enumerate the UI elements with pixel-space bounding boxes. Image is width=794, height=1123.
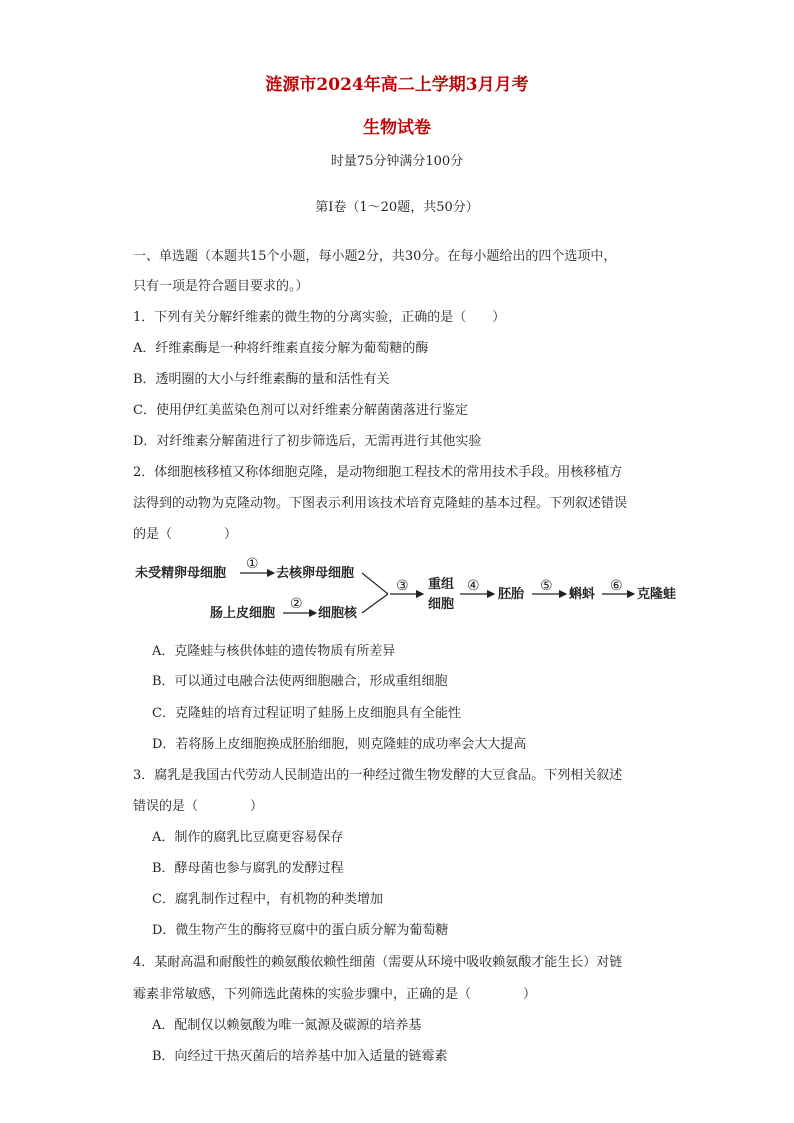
- diagram-recombined-label-1: 重组: [428, 577, 455, 592]
- section-heading-line2: 只有一项是符合题目要求的。）: [133, 279, 309, 294]
- q1-option-c: C．使用伊红美蓝染色剂可以对纤维素分解菌菌落进行鉴定: [133, 403, 468, 418]
- exam-title: 涟源市2024年高二上学期3月月考: [265, 75, 529, 95]
- q2-stem-line2: 法得到的动物为克隆动物。下图表示利用该技术培育克隆蛙的基本过程。下列叙述错误: [133, 496, 628, 511]
- q1-option-b: B．透明圈的大小与纤维素酶的量和活性有关: [133, 372, 390, 387]
- diagram-tadpole-label: 蝌蚪: [569, 587, 596, 602]
- volume-heading: 第Ⅰ卷（1～20题，共50分）: [315, 200, 479, 215]
- q2-option-b: B．可以通过电融合法使两细胞融合，形成重组细胞: [152, 674, 448, 689]
- diagram-step-6: ⑥: [610, 578, 623, 594]
- diagram-enucleated-label: 去核卵母细胞: [276, 566, 355, 581]
- exam-subject: 生物试卷: [363, 118, 431, 138]
- section-heading-line1: 一、单选题（本题共15个小题，每小题2分，共30分。在每小题给出的四个选项中，: [133, 249, 617, 264]
- diagram-step-3: ③: [396, 578, 409, 594]
- q2-option-a: A．克隆蛙与核供体蛙的遗传物质有所差异: [152, 644, 396, 659]
- diagram-embryo-label: 胚胎: [498, 587, 525, 602]
- q1-stem: 1．下列有关分解纤维素的微生物的分离实验，正确的是（ ）: [133, 310, 506, 325]
- time-info: 时量75分钟满分100分: [330, 154, 464, 169]
- diagram-recombined-label-2: 细胞: [428, 597, 455, 612]
- diagram-epithelial-label: 肠上皮细胞: [210, 606, 276, 621]
- diagram-egg-label: 未受精卵母细胞: [135, 566, 227, 581]
- q3-option-d: D．微生物产生的酶将豆腐中的蛋白质分解为葡萄糖: [152, 923, 449, 938]
- q3-stem-line2: 错误的是（ ）: [133, 799, 264, 814]
- q2-stem-line1: 2．体细胞核移植又称体细胞克隆，是动物细胞工程技术的常用技术手段。用核移植方: [133, 465, 623, 480]
- diagram-step-2: ②: [290, 596, 303, 612]
- q4-option-b: B．向经过干热灭菌后的培养基中加入适量的链霉素: [152, 1049, 448, 1064]
- q4-stem-line1: 4．某耐高温和耐酸性的赖氨酸依赖性细菌（需要从环境中吸收赖氨酸才能生长）对链: [133, 955, 623, 970]
- q4-option-a: A．配制仅以赖氨酸为唯一氮源及碳源的培养基: [152, 1018, 422, 1033]
- q2-stem-line3: 的是（ ）: [133, 527, 238, 542]
- diagram-frog-label: 克隆蛙: [637, 587, 677, 602]
- diagram-merge-line-top: [362, 573, 388, 594]
- diagram-step-1: ①: [246, 556, 259, 572]
- q3-option-c: C．腐乳制作过程中，有机物的种类增加: [152, 892, 383, 907]
- diagram-nucleus-label: 细胞核: [318, 606, 358, 621]
- q3-option-b: B．酵母菌也参与腐乳的发酵过程: [152, 861, 344, 876]
- q2-option-c: C．克隆蛙的培育过程证明了蛙肠上皮细胞具有全能性: [152, 706, 461, 721]
- q1-option-a: A．纤维素酶是一种将纤维素直接分解为葡萄糖的酶: [133, 341, 429, 356]
- q4-stem-line2: 霉素非常敏感，下列筛选此菌株的实验步骤中，正确的是（ ）: [133, 987, 537, 1002]
- q3-option-a: A．制作的腐乳比豆腐更容易保存: [152, 830, 344, 845]
- diagram-step-5: ⑤: [540, 578, 553, 594]
- diagram-merge-line-bottom: [362, 594, 388, 613]
- q1-option-d: D．对纤维素分解菌进行了初步筛选后，无需再进行其他实验: [133, 434, 482, 449]
- q3-stem-line1: 3．腐乳是我国古代劳动人民制造出的一种经过微生物发酵的大豆食品。下列相关叙述: [133, 768, 623, 783]
- diagram-step-4: ④: [467, 578, 480, 594]
- q2-option-d: D．若将肠上皮细胞换成胚胎细胞，则克隆蛙的成功率会大大提高: [152, 737, 527, 752]
